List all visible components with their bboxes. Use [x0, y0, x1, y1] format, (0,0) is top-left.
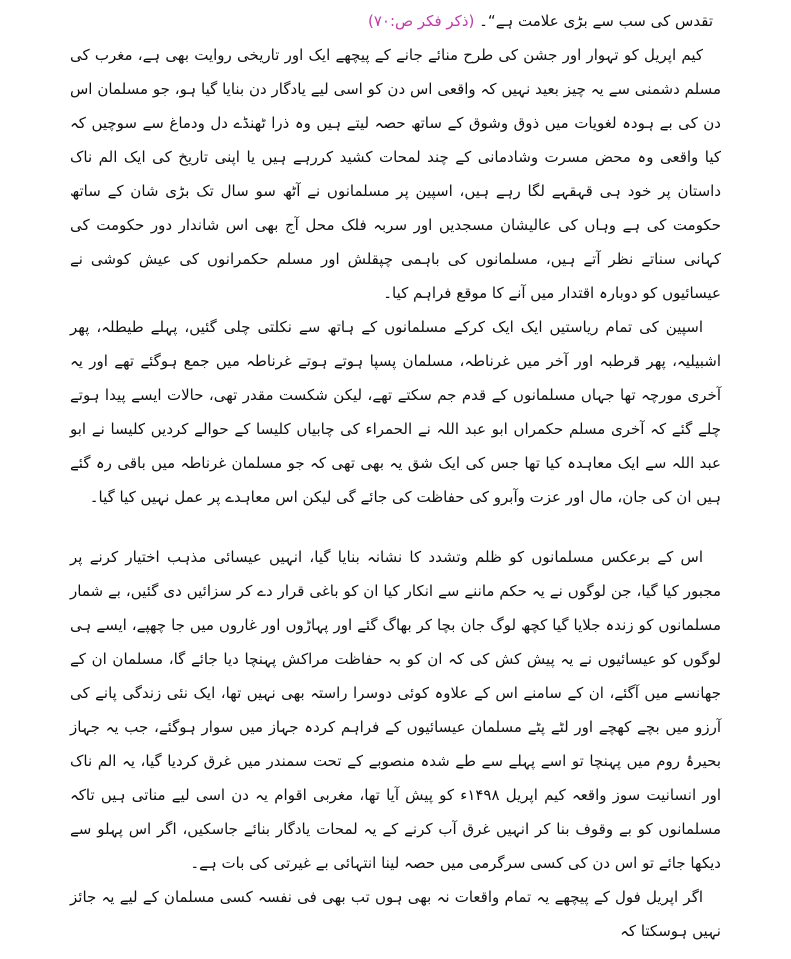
paragraph-persecution: اس کے برعکس مسلمانوں کو ظلم وتشدد کا نشانہ بنایا گیا، انہیں عیسائی مذہب اختیار کرنے پر مجبور کیا گیا، جن لوگوں نے یہ حکم ماننے سے انکار کیا ان کو باغی قرار دے کر سزائیں دی گئیں، بے شمار مسلمانوں کو زندہ جلایا گیا کچھ لوگ جان بچا کر بھاگ گئے اور پہاڑوں اور غاروں میں جا چھپے، ایسے ہی لوگوں کو عیسائیوں نے یہ پیش کش کی کہ ان کو بہ حفاظت مراکش پہنچا دیا جائے گا، مسلمان ان کے جھانسے میں آگئے، ان کے سامنے اس کے علاوہ کوئی دوسرا راستہ بھی نہیں تھا، ایک نئی زندگی پانے کی آرزو میں بچے کھچے اور لٹے پٹے مسلمان عیسائیوں کے فراہم کردہ جہاز میں سوار ہوگئے، جب یہ جہاز بحیرۂ روم میں پہنچا تو اسے پہلے سے طے شدہ منصوبے کے تحت سمندر میں غرق کردیا گیا، یہ الم ناک اور انسانیت سوز واقعہ کیم اپریل ۱۴۹۸ء کو پیش آیا تھا، مغربی اقوام یہ دن اسی لیے مناتی ہیں تاکہ مسلمانوں کو بے وقوف بنا کر انہیں غرق آب کرنے کے یہ لمحات یادگار بنائے جاسکیں، اگر اس پہلو سے دیکھا جائے تو اس دن کی کسی سرگرمی میں حصہ لینا انتہائی بے غیرتی کی بات ہے۔ [70, 548, 721, 872]
citation-reference: (ذکر فکر ص:۷۰) [367, 12, 475, 30]
quote-ending-line [70, 6, 713, 36]
paragraph-conclusion-start: اگر اپریل فول کے پیچھے یہ تمام واقعات نہ بھی ہوں تب بھی فی نفسہ کسی مسلمان کے لیے یہ جائز نہیں ہوسکتا کہ [70, 888, 721, 940]
paragraph-april-fool-history: کیم اپریل کو تہوار اور جشن کی طرح منائے جانے کے پیچھے ایک اور تاریخی روایت بھی ہے، مغرب کی مسلم دشمنی سے یہ چیز بعید نہیں کہ واقعی اس دن کو اسی لیے یادگار دن بنایا گیا ہو، جو مسلمان اس دن کی بے ہودہ لغویات میں ذوق وشوق کے ساتھ حصہ لیتے ہیں وہ ذرا ٹھنڈے دل ودماغ سے سوچیں کہ کیا واقعی وہ محض مسرت وشادمانی کے چند لمحات کشید کررہے ہیں یا اپنی تاریخ کی ایک الم ناک داستان پر خود ہی قہقہے لگا رہے ہیں، اسپین پر مسلمانوں نے آٹھ سو سال تک بڑی شان کے ساتھ حکومت کی ہے وہاں کی عالیشان مسجدیں اور سربہ فلک محل آج بھی اس شاندار دور حکومت کی کہانی سناتے نظر آتے ہیں، مسلمانوں کی باہمی چپقلش اور مسلم حکمرانوں کی عیش کوشی نے عیسائیوں کو دوبارہ اقتدار میں آنے کا موقع فراہم کیا۔ [70, 46, 721, 302]
paragraph-fall-of-granada: اسپین کی تمام ریاستیں ایک ایک کرکے مسلمانوں کے ہاتھ سے نکلتی چلی گئیں، پہلے طیطلہ، پھر اشبیلیہ، پھر قرطبہ اور آخر میں غرناطہ، مسلمان پسپا ہوتے ہوتے غرناطہ میں جمع ہوگئے تھے اور یہ آخری مورچہ تھا جہاں مسلمانوں کے قدم جم سکتے تھے، لیکن شکست مقدر تھی، حالات ایسے پیدا ہوتے چلے گئے کہ آخری مسلم حکمراں ابو عبد اللہ نے الحمراء کی چابیاں کلیسا کے حوالے کردیں کلیسا نے ابو عبد اللہ سے ایک معاہدہ کیا تھا جس کی ایک شق یہ بھی تھی کہ جو مسلمان غرناطہ میں باقی رہ گئے ہیں ان کی جان، مال اور عزت وآبرو کی حفاظت کی جائے گی لیکن اس معاہدے پر عمل نہیں کیا گیا۔ [70, 318, 721, 506]
quote-ending-text: تقدس کی سب سے بڑی علامت ہے“۔ [479, 12, 713, 30]
